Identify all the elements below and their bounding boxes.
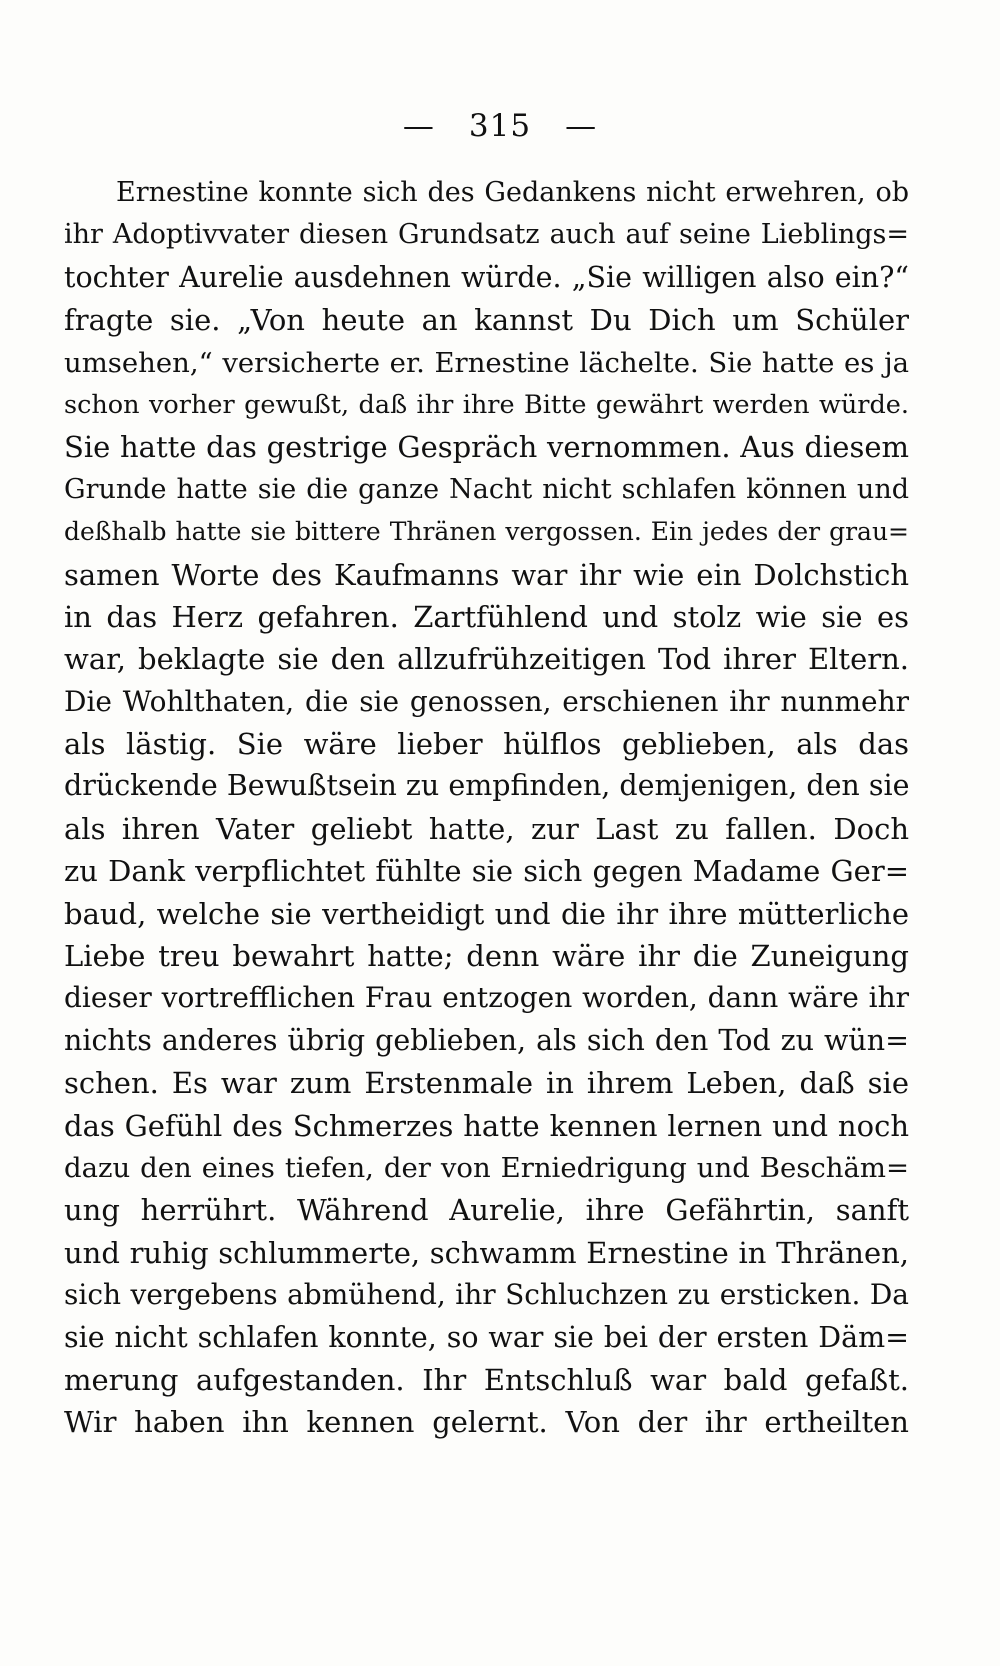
text-line: als lästig. Sie wäre lieber hülflos geblieben, als das: [64, 727, 909, 762]
text-line: sich vergebens abmühend, ihr Schluchzen zu ersticken. Da: [64, 1278, 909, 1312]
text-line: fragte sie. „Von heute an kannst Du Dich um Schüler: [64, 303, 909, 338]
text-line: das Gefühl des Schmerzes hatte kennen lernen und noch: [64, 1108, 909, 1143]
text-line: Ernestine konnte sich des Gedankens nicht erwehren, ob: [116, 177, 909, 208]
text-line: drückende Bewußtsein zu empfinden, demjenigen, den sie: [64, 769, 910, 803]
text-line: Sie hatte das gestrige Gespräch vernommen. Aus diesem: [64, 430, 909, 465]
header-dash-left: —: [402, 108, 435, 144]
text-line: baud, welche sie vertheidigt und die ihr ihre mütterliche: [64, 896, 909, 931]
text-line: Grunde hatte sie die ganze Nacht nicht schlafen können und: [64, 473, 909, 505]
text-line: Wir haben ihn kennen gelernt. Von der ihr ertheilten: [64, 1405, 909, 1440]
text-line: als ihren Vater geliebt hatte, zur Last zu fallen. Doch: [64, 811, 909, 846]
text-line: samen Worte des Kaufmanns war ihr wie ein Dolchstich: [64, 557, 909, 592]
text-line: tochter Aurelie ausdehnen würde. „Sie willigen also ein?“: [64, 260, 909, 294]
text-line: zu Dank verpflichtet fühlte sie sich gegen Madame Ger=: [64, 854, 909, 889]
text-line: schen. Es war zum Erstenmale in ihrem Leben, daß sie: [64, 1066, 909, 1101]
text-line: und ruhig schlummerte, schwamm Ernestine in Thränen,: [64, 1235, 909, 1270]
text-line: schon vorher gewußt, daß ihr ihre Bitte gewährt werden würde.: [64, 389, 909, 420]
text-line: merung aufgestanden. Ihr Entschluß war bald gefaßt.: [64, 1362, 909, 1397]
text-line: dieser vortrefflichen Frau entzogen worden, dann wäre ihr: [64, 981, 909, 1015]
text-line: sie nicht schlafen konnte, so war sie bei der ersten Däm=: [64, 1320, 909, 1354]
text-line: in das Herz gefahren. Zartfühlend und stolz wie sie es: [64, 599, 909, 634]
text-line: ung herrührt. Während Aurelie, ihre Gefährtin, sanft: [64, 1193, 909, 1228]
text-line: deßhalb hatte sie bittere Thränen vergossen. Ein jedes der grau=: [64, 517, 909, 547]
text-line: Liebe treu bewahrt hatte; denn wäre ihr die Zuneigung: [64, 939, 909, 974]
page-number-header: [0, 108, 1000, 144]
text-line: Die Wohlthaten, die sie genossen, erschienen ihr nunmehr: [64, 684, 909, 718]
page-number: 315: [468, 108, 532, 144]
text-line: nichts anderes übrig geblieben, als sich den Tod zu wün=: [64, 1023, 909, 1057]
text-line: war, beklagte sie den allzufrühzeitigen Tod ihrer Eltern.: [64, 642, 909, 677]
text-line: umsehen,“ versicherte er. Ernestine lächelte. Sie hatte es ja: [64, 346, 909, 379]
text-line: dazu den eines tiefen, der von Erniedrigung und Beschäm=: [64, 1151, 909, 1184]
header-dash-right: —: [565, 108, 598, 144]
body-text: [64, 172, 909, 1444]
text-line: ihr Adoptivvater diesen Grundsatz auch auf seine Lieblings=: [64, 219, 909, 251]
